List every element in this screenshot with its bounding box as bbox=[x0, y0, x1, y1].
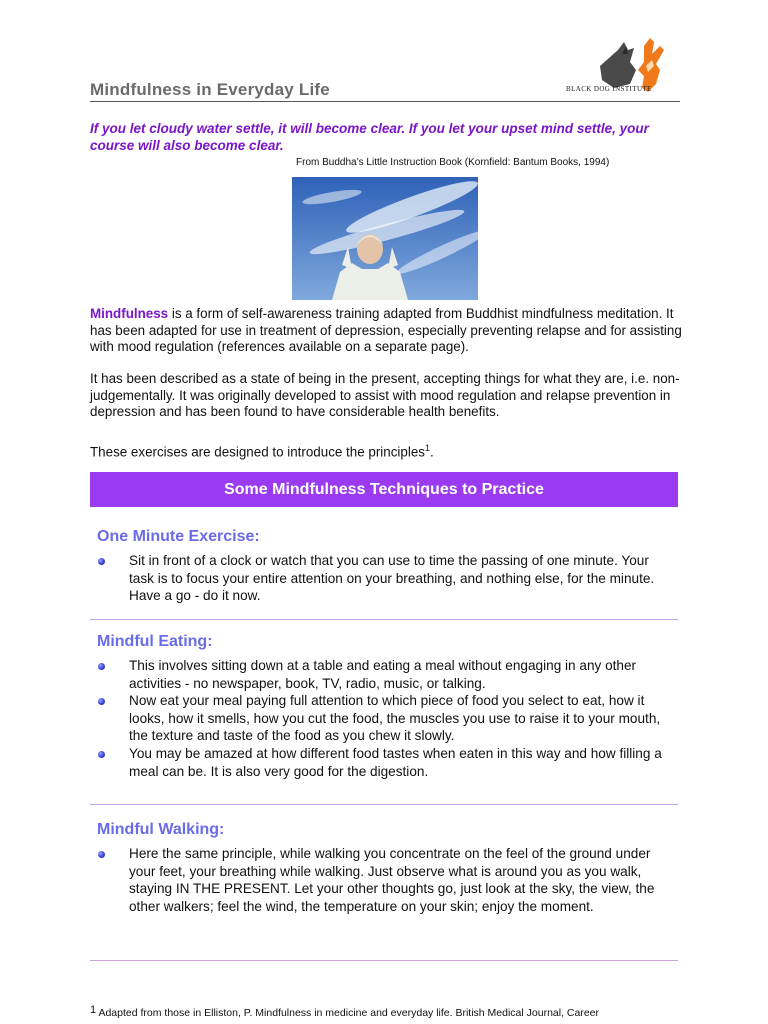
techniques-banner bbox=[90, 472, 678, 507]
section-title-mindful-walking: Mindful Walking: bbox=[97, 821, 225, 838]
list-item-text: Sit in front of a clock or watch that you can use to time the passing of one minute. Your task is to focus your entire attention on your breathing, and nothing else, for the minute. Have a go - do it now. bbox=[129, 553, 655, 604]
footnote bbox=[90, 1004, 690, 1020]
mindfulness-keyword: Mindfulness bbox=[90, 306, 169, 321]
footnote-marker: 1 bbox=[90, 1004, 97, 1016]
bullet-dot-icon bbox=[98, 698, 105, 705]
exercises-text: These exercises are designed to introduce the principles bbox=[90, 444, 425, 460]
sentence-end: . bbox=[429, 444, 434, 460]
one-minute-exercise-list bbox=[96, 552, 676, 605]
bullet-dot-icon bbox=[98, 851, 105, 858]
quote-source: From Buddha’s Little Instruction Book (Kornfield: Bantum Books, 1994) bbox=[296, 157, 610, 168]
woman-sky-photo bbox=[292, 177, 478, 300]
section-title-one-minute-exercise: One Minute Exercise: bbox=[97, 528, 260, 545]
bullet-dot-icon bbox=[98, 558, 105, 565]
section-divider bbox=[90, 619, 678, 620]
list-item-text: You may be amazed at how different food tastes when eaten in this way and how filling a meal can be. It is also very good for the digestion. bbox=[129, 745, 662, 779]
bullet-dot-icon bbox=[98, 751, 105, 758]
list-item bbox=[96, 845, 676, 915]
list-item-text: Here the same principle, while walking you concentrate on the feel of the ground under your feet, your breathing while walking. Just observe what is around you as you walk, staying IN THE PRESENT. Let your other thoughts go, just look at the sky, the view, the other walkers; feel the wind, the temperature on your skin; enjoy the moment. bbox=[129, 846, 655, 914]
exercises-paragraph bbox=[90, 440, 686, 461]
list-item bbox=[96, 552, 676, 605]
list-item bbox=[96, 657, 676, 692]
mindful-walking-list bbox=[96, 845, 676, 915]
description-paragraph: It has been described as a state of being in the present, accepting things for what they are, i.e. non-judgementally. It was originally developed to assist with mood regulation and relapse prevention in depression and has been found to have considerable health benefits. bbox=[90, 371, 680, 419]
intro-paragraph-text: is a form of self-awareness training adapted from Buddhist mindfulness meditation. It has been adapted for use in treatment of depression, especially preventing relapse and for assisting with mood regulation (references available on a separate page). bbox=[90, 306, 682, 354]
footnote-text: Adapted from those in Elliston, P. Mindfulness in medicine and everyday life. British Medical Journal, Career bbox=[96, 1007, 600, 1019]
section-title-mindful-eating: Mindful Eating: bbox=[97, 633, 213, 650]
header-divider bbox=[90, 101, 680, 102]
section-divider bbox=[90, 960, 678, 961]
list-item-text: Now eat your meal paying full attention to which piece of food you select to eat, how it looks, how it smells, how you cut the food, the muscles you use to raise it to your mouth, the texture and taste of the food as you chew it slowly. bbox=[129, 693, 661, 744]
intro-paragraph bbox=[90, 306, 686, 356]
list-item bbox=[96, 745, 676, 780]
bullet-dot-icon bbox=[98, 663, 105, 670]
list-item bbox=[96, 692, 676, 745]
logo-wordmark: BLACK DOG INSTITUTE bbox=[566, 85, 652, 93]
mindful-eating-list bbox=[96, 657, 676, 780]
section-divider bbox=[90, 804, 678, 805]
banner-title: Some Mindfulness Techniques to Practice bbox=[224, 481, 544, 498]
opening-quote: If you let cloudy water settle, it will become clear. If you let your upset mind settle, your course will also become clear. bbox=[90, 121, 649, 153]
list-item-text: This involves sitting down at a table and eating a meal without engaging in any other activities - no newspaper, book, TV, radio, music, or talking. bbox=[129, 658, 637, 691]
document-title: Mindfulness in Everyday Life bbox=[90, 80, 330, 99]
footnote-ref: 1 bbox=[424, 443, 430, 453]
